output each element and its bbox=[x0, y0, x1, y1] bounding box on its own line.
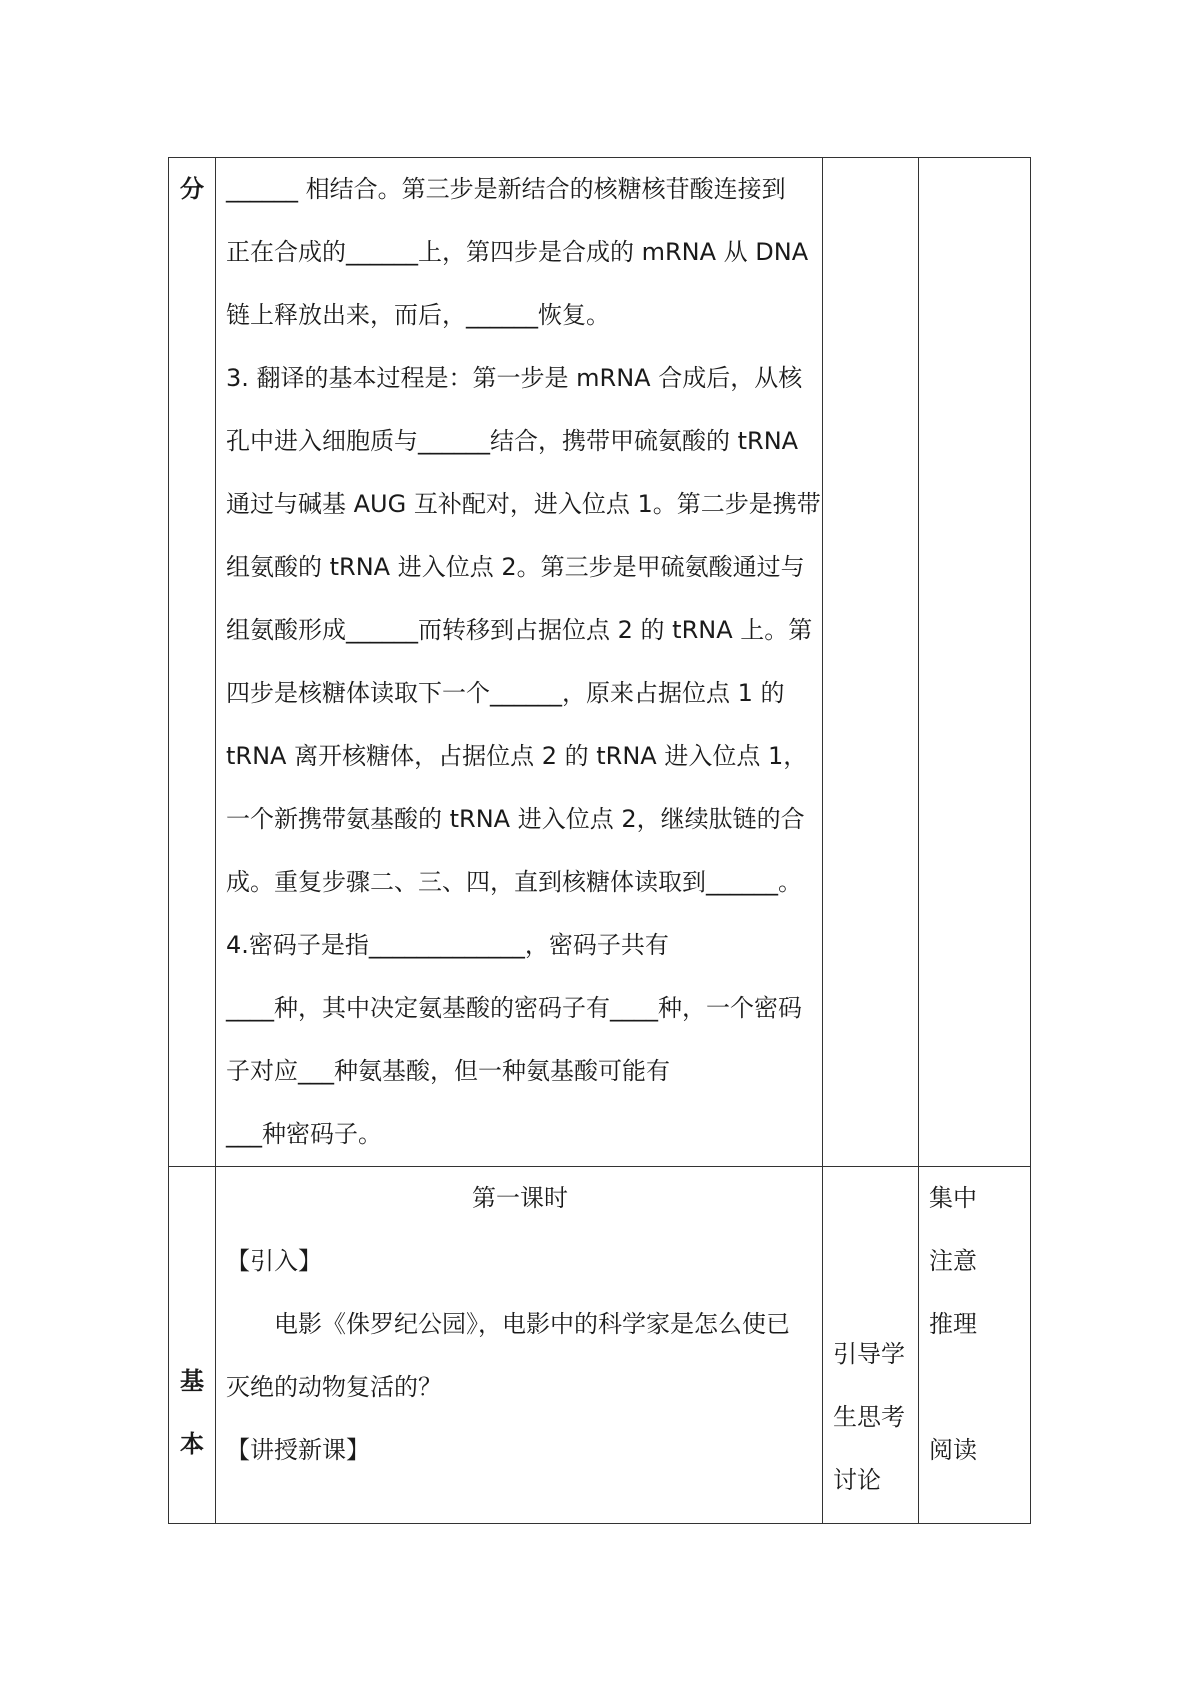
content-cell bbox=[216, 158, 823, 1167]
section-label: 基 bbox=[180, 1367, 204, 1395]
text-line: 成。重复步骤二、三、四，直到核糖体读取到______。 bbox=[226, 868, 802, 896]
teacher-activity-cell bbox=[823, 1167, 919, 1524]
teacher-activity: 引导学 bbox=[833, 1340, 905, 1368]
teacher-activity: 生思考 bbox=[833, 1403, 905, 1431]
section-label-cell bbox=[169, 1167, 216, 1524]
lesson-heading: 第一课时 bbox=[472, 1184, 568, 1212]
table-row bbox=[169, 158, 1031, 1167]
student-activity: 集中 bbox=[929, 1184, 977, 1212]
student-activity: 阅读 bbox=[929, 1436, 977, 1464]
text-line: 4.密码子是指_____________，密码子共有 bbox=[226, 931, 669, 959]
text-line: 组氨酸的 tRNA 进入位点 2。第三步是甲硫氨酸通过与 bbox=[226, 553, 805, 581]
text-line: 正在合成的______上，第四步是合成的 mRNA 从 DNA bbox=[226, 238, 809, 266]
student-activity-cell bbox=[919, 158, 1031, 1167]
text-line: 一个新携带氨基酸的 tRNA 进入位点 2，继续肽链的合 bbox=[226, 805, 805, 833]
section-label-cell bbox=[169, 158, 216, 1167]
table-row bbox=[169, 1167, 1031, 1524]
intro-text: 电影《侏罗纪公园》，电影中的科学家是怎么使已 bbox=[274, 1310, 790, 1338]
text-line: tRNA 离开核糖体，占据位点 2 的 tRNA 进入位点 1， bbox=[226, 742, 808, 770]
text-line: 通过与碱基 AUG 互补配对，进入位点 1。第二步是携带 bbox=[226, 490, 821, 518]
content-cell bbox=[216, 1167, 823, 1524]
text-line: ___种密码子。 bbox=[226, 1120, 382, 1148]
text-line: 四步是核糖体读取下一个______，原来占据位点 1 的 bbox=[226, 679, 785, 707]
intro-text: 灭绝的动物复活的？ bbox=[226, 1373, 442, 1401]
teacher-activity: 讨论 bbox=[833, 1466, 881, 1494]
intro-tag: 【引入】 bbox=[226, 1247, 322, 1275]
text-line: ____种，其中决定氨基酸的密码子有____种，一个密码 bbox=[226, 994, 802, 1022]
student-activity-cell bbox=[919, 1167, 1031, 1524]
student-activity: 注意 bbox=[929, 1247, 977, 1275]
teacher-activity-cell bbox=[823, 158, 919, 1167]
lesson-plan-table bbox=[168, 157, 1031, 1524]
lecture-tag: 【讲授新课】 bbox=[226, 1436, 370, 1464]
text-line: ______ 相结合。第三步是新结合的核糖核苷酸连接到 bbox=[226, 175, 786, 203]
text-line: 链上释放出来，而后，______恢复。 bbox=[226, 301, 610, 329]
text-line: 组氨酸形成______而转移到占据位点 2 的 tRNA 上。第 bbox=[226, 616, 813, 644]
text-line: 子对应___种氨基酸，但一种氨基酸可能有 bbox=[226, 1057, 670, 1085]
section-label: 分 bbox=[180, 175, 204, 203]
text-line: 孔中进入细胞质与______结合，携带甲硫氨酸的 tRNA bbox=[226, 427, 799, 455]
student-activity: 推理 bbox=[929, 1310, 977, 1338]
text-line: 3. 翻译的基本过程是：第一步是 mRNA 合成后，从核 bbox=[226, 364, 803, 392]
section-label: 本 bbox=[180, 1430, 204, 1458]
